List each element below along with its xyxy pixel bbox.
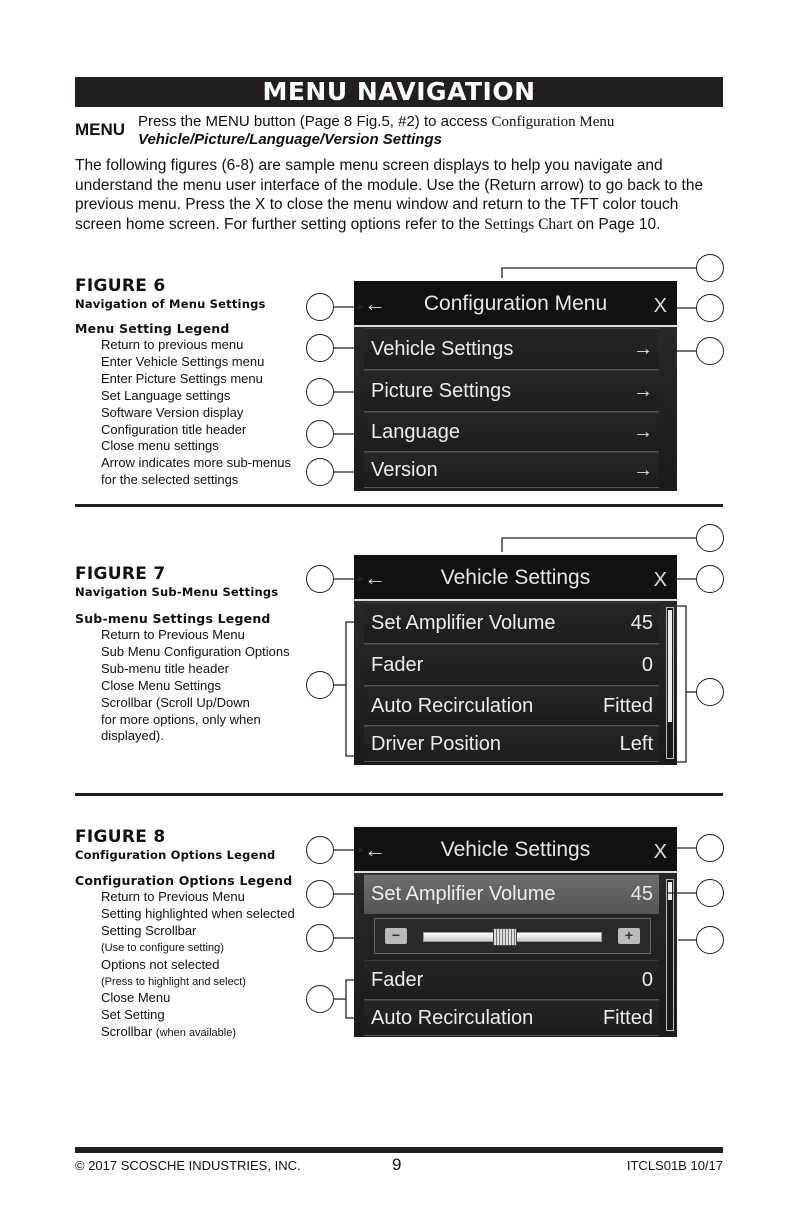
figure8-legend xyxy=(101,889,295,1042)
legend-note: (Press to highlight and select) xyxy=(101,975,246,988)
row-value: 45 xyxy=(630,882,653,905)
legend-note: (when available) xyxy=(155,1027,237,1040)
figure6-screen xyxy=(354,281,677,491)
legend-item: Return to Previous Menu xyxy=(101,889,245,904)
setting-row-recirculation[interactable] xyxy=(364,1000,659,1036)
figure6-legend xyxy=(101,337,291,489)
legend-item: Enter Picture Settings menu xyxy=(101,370,263,386)
menu-description xyxy=(138,113,614,149)
figure8-title: FIGURE 8 xyxy=(75,827,166,847)
figure8-subtitle: Configuration Options Legend xyxy=(75,848,276,862)
legend-item: Options not selected xyxy=(101,956,220,972)
row-label: Vehicle Settings xyxy=(371,337,514,360)
figure6-subtitle: Navigation of Menu Settings xyxy=(75,297,266,311)
screen-header xyxy=(354,827,677,873)
setting-row-driver[interactable] xyxy=(364,726,659,762)
footer-bar xyxy=(75,1147,723,1153)
footer-code: ITCLS01B 10/17 xyxy=(626,1158,723,1173)
leader-line xyxy=(502,268,696,278)
intro-serif: Settings Chart xyxy=(484,215,573,233)
menu-line1-serif: Configuration Menu xyxy=(491,114,615,130)
legend-item-text: Scrollbar xyxy=(101,1024,153,1040)
callout-circle xyxy=(696,879,724,907)
callout-circle xyxy=(306,334,334,362)
legend-item: Arrow indicates more sub-menus xyxy=(101,455,292,471)
callout-circle xyxy=(306,293,334,321)
menu-row-version[interactable] xyxy=(364,452,659,488)
figure7-title: FIGURE 7 xyxy=(75,564,166,584)
legend-item: Setting Scrollbar xyxy=(101,922,197,938)
menu-line2: Vehicle/Picture/Language/Version Settings xyxy=(138,131,442,148)
legend-item: Close Menu Settings xyxy=(101,677,221,693)
legend-item: Return to Previous Menu xyxy=(101,627,245,642)
callout-circle xyxy=(306,836,334,864)
divider xyxy=(75,793,723,796)
callout-circle xyxy=(306,565,334,593)
close-icon[interactable]: X xyxy=(653,295,667,317)
legend-item: Software Version display xyxy=(101,404,244,420)
close-icon[interactable]: X xyxy=(653,841,667,863)
figure7-legend-title: Sub-menu Settings Legend xyxy=(75,611,271,626)
slider-thumb[interactable] xyxy=(493,928,517,946)
setting-row-fader[interactable] xyxy=(364,960,659,1000)
row-label: Set Amplifier Volume xyxy=(371,611,556,634)
scrollbar[interactable] xyxy=(666,879,674,1031)
plus-button[interactable]: + xyxy=(618,928,640,944)
legend-item: Set Language settings xyxy=(101,387,231,403)
intro-paragraph xyxy=(75,156,725,234)
callout-circle xyxy=(306,924,334,952)
legend-item: Sub-menu title header xyxy=(101,660,229,676)
row-label: Language xyxy=(371,420,460,443)
legend-item: Enter Vehicle Settings menu xyxy=(101,353,265,369)
footer-copyright: © 2017 SCOSCHE INDUSTRIES, INC. xyxy=(75,1158,301,1173)
figure8-screen xyxy=(354,827,677,1037)
legend-item: displayed). xyxy=(101,728,164,744)
callout-circle xyxy=(306,378,334,406)
row-label: Set Amplifier Volume xyxy=(371,882,556,905)
leader-line xyxy=(677,606,686,762)
legend-item: for more options, only when xyxy=(101,711,261,727)
row-label: Fader xyxy=(371,653,424,676)
callout-circle xyxy=(306,420,334,448)
leader-line xyxy=(502,538,696,552)
menu-line1: Press the MENU button (Page 8 Fig.5, #2) to access xyxy=(138,113,488,130)
callout-circle xyxy=(696,294,724,322)
menu-row-language[interactable] xyxy=(364,412,659,452)
figure6-legend-title: Menu Setting Legend xyxy=(75,321,230,336)
figure7-legend xyxy=(101,627,290,745)
callout-circle xyxy=(306,671,334,699)
row-label: Fader xyxy=(371,968,424,991)
legend-item: Close Menu xyxy=(101,990,171,1006)
screen-title: Vehicle Settings xyxy=(440,838,591,861)
minus-button[interactable]: − xyxy=(385,928,407,944)
callout-circle xyxy=(696,565,724,593)
callout-circle xyxy=(306,985,334,1013)
callout-circle xyxy=(306,458,334,486)
back-arrow-icon[interactable]: ← xyxy=(364,291,386,316)
legend-item: Setting highlighted when selected xyxy=(101,905,295,921)
back-arrow-icon[interactable]: ← xyxy=(364,837,386,862)
setting-row-amplifier[interactable] xyxy=(364,602,659,644)
screen-header xyxy=(354,555,677,601)
menu-label: MENU xyxy=(75,120,126,139)
divider xyxy=(75,504,723,507)
legend-item: Scrollbar (Scroll Up/Down xyxy=(101,694,250,710)
page-number: 9 xyxy=(392,1155,402,1174)
screen-title: Configuration Menu xyxy=(423,292,608,315)
legend-item: Configuration title header xyxy=(101,421,247,437)
row-label: Driver Position xyxy=(371,732,502,755)
arrow-right-icon: → xyxy=(633,420,653,443)
scrollbar[interactable] xyxy=(666,607,674,759)
row-value: Fitted xyxy=(602,694,653,717)
page-title: MENU NAVIGATION xyxy=(75,77,723,107)
row-label: Auto Recirculation xyxy=(371,1006,534,1029)
screen-header xyxy=(354,281,677,327)
row-value: Fitted xyxy=(602,1006,653,1029)
figure7-subtitle: Navigation Sub-Menu Settings xyxy=(75,585,279,599)
slider-track[interactable] xyxy=(423,932,602,942)
scrollbar-thumb[interactable] xyxy=(668,882,672,900)
intro-part2: on Page 10. xyxy=(576,215,661,233)
arrow-right-icon: → xyxy=(633,379,653,402)
row-value: 45 xyxy=(630,611,653,634)
row-value: 0 xyxy=(641,653,653,676)
figure8-legend-title: Configuration Options Legend xyxy=(75,873,293,888)
menu-row-vehicle[interactable] xyxy=(364,328,659,370)
setting-row-recirculation[interactable] xyxy=(364,686,659,726)
legend-note: (Use to configure setting) xyxy=(101,941,224,954)
row-label: Version xyxy=(371,458,438,481)
intro-part1: The following figures (6-8) are sample menu screen displays to help you navigate and understand the menu user interface of the module. Use the (Return arrow) to go back to the previous menu. Press the X to close the menu window and return to the TFT color touch screen home screen. For further setting options refer to the xyxy=(75,157,704,233)
setting-slider xyxy=(374,918,651,954)
scrollbar-thumb[interactable] xyxy=(668,610,672,722)
callout-circle xyxy=(696,337,724,365)
legend-item: for the selected settings xyxy=(101,472,239,488)
callout-circle xyxy=(696,254,724,282)
row-value: 0 xyxy=(641,968,653,991)
close-icon[interactable]: X xyxy=(653,569,667,591)
screen-title: Vehicle Settings xyxy=(440,566,591,589)
legend-item: Sub Menu Configuration Options xyxy=(101,643,290,659)
figure7-screen xyxy=(354,555,677,765)
arrow-right-icon: → xyxy=(633,458,653,481)
legend-item: Return to previous menu xyxy=(101,337,244,352)
figure6-title: FIGURE 6 xyxy=(75,276,166,296)
row-value: Left xyxy=(619,732,653,755)
callout-circle xyxy=(696,678,724,706)
callout-circle xyxy=(696,926,724,954)
setting-row-selected[interactable] xyxy=(364,874,659,914)
legend-item: Set Setting xyxy=(101,1007,165,1023)
callout-circle xyxy=(696,524,724,552)
legend-item xyxy=(101,1024,295,1042)
row-label: Picture Settings xyxy=(371,379,512,402)
legend-item: Close menu settings xyxy=(101,438,219,454)
callout-circle xyxy=(696,834,724,862)
menu-row-picture[interactable] xyxy=(364,370,659,412)
setting-row-fader[interactable] xyxy=(364,644,659,686)
back-arrow-icon[interactable]: ← xyxy=(364,565,386,590)
callout-circle xyxy=(306,880,334,908)
row-label: Auto Recirculation xyxy=(371,694,534,717)
arrow-right-icon: → xyxy=(633,337,653,360)
